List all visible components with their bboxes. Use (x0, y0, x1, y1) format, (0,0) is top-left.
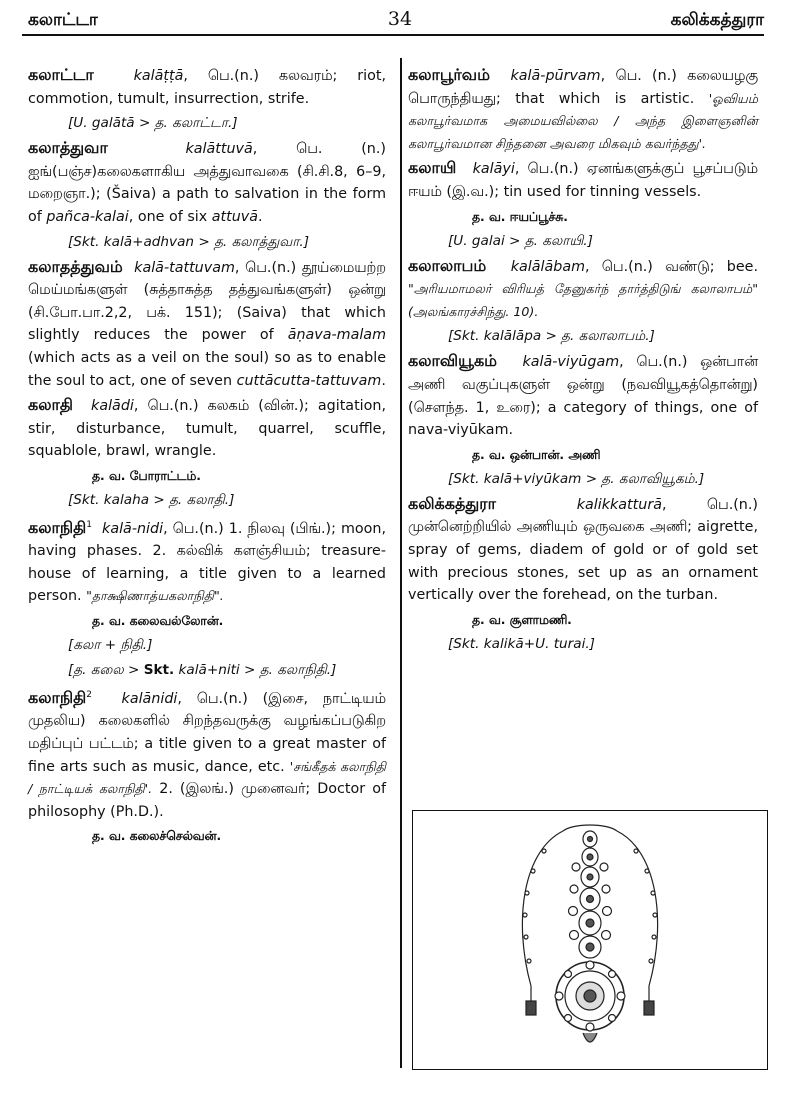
transliteration: kalānidi (121, 690, 178, 707)
header-rule (22, 34, 764, 36)
etymology-part: [த. கலை > (68, 662, 144, 679)
transliteration: kalā-viyūgam (522, 354, 620, 371)
headword: கலாநிதி (28, 687, 87, 707)
transliteration: kalikkatturā (576, 496, 662, 513)
definition: , one of six (128, 208, 212, 225)
definition: , பெ.(n.) தூய்மையற்ற மெய்மங்களுள் (சுத்தாசுத்த தத்துவங்களுள்) ஒன்று (சி.போ.பா.2,2, பக். 151); (Saiva) that which slightly reduces the power of (28, 259, 386, 344)
transliteration: kalāttuvā (185, 141, 253, 158)
tamil-equivalent: த. வ. கலைச்செல்வன். (92, 829, 222, 844)
tamil-equivalent: த. வ. கலைவல்லோன். (92, 614, 224, 629)
definition: , பெ.(n.) ஏனங்களுக்குப் பூசப்படும் ஈயம் (இ.வ.); tin used for tinning vessels. (408, 161, 759, 200)
quotation: "அரியமாமலர் விரியத் தேனுகர்ந் தார்த்திடுங் கலாலாபம்" (அலங்காரச்சிந்து. 10). (408, 281, 758, 319)
quotation: "தாக்ஷிணாத்யகலாநிதி". (86, 588, 224, 604)
transliteration: kalā-tattuvam (134, 259, 235, 276)
entry-kalaviyugam (408, 350, 758, 441)
transliteration: kalā-pūrvam (510, 68, 601, 84)
entry-kalatattuvam (28, 256, 386, 393)
transliteration: kalādi (91, 398, 134, 415)
aigrette-ornament-icon (413, 811, 767, 1069)
entry-kalattuva (28, 137, 386, 228)
left-column (28, 64, 386, 849)
italic-term: attuvā (211, 208, 259, 225)
definition: , பெ.(n.) கலவரம்; riot, commotion, tumult, insurrection, strife. (28, 68, 387, 107)
entry-kalayi (408, 157, 758, 203)
etymology-part: kalā+niti > த. கலாநிதி.] (174, 662, 337, 679)
etymology-part: Skt. (143, 662, 175, 679)
left-guide-word: கலாட்டா (28, 10, 98, 30)
headword: கலிக்கத்துரா (408, 493, 496, 513)
headword: கலாபூர்வம் (408, 65, 490, 84)
etymology: [கலா + நிதி.] (68, 637, 153, 654)
transliteration: kalāṭṭā (133, 68, 184, 84)
right-column (408, 64, 758, 658)
headword: கலாதி (28, 395, 73, 415)
headword: கலாவியூகம் (408, 351, 498, 371)
quotation: 'ஓவியம் கலாபூர்வமாக அமையவில்லை / அந்த இளைஞனின் கலாபூர்வமான சிந்தனை அவரை மிகவும் கவர்ந்தது'. (408, 90, 758, 151)
transliteration: kalālābam (510, 258, 586, 275)
entry-kalanidi-2 (28, 684, 386, 823)
entry-kaladi (28, 394, 386, 463)
etymology: [U. galai > த. கலாயி.] (448, 232, 593, 249)
column-divider (400, 58, 402, 1068)
tamil-equivalent: த. வ. போராட்டம். (92, 468, 201, 483)
etymology: [Skt. kalikā+U. turai.] (448, 635, 595, 652)
etymology: [Skt. kalā+viyūkam > த. கலாவியூகம்.] (448, 470, 705, 487)
etymology (28, 659, 386, 681)
italic-term: pañca-kalai (46, 208, 129, 225)
definition: , பெ. (n.) கலையழகு பொருந்தியது; that which is artistic. (408, 68, 758, 107)
homonym-number: 2 (86, 690, 92, 701)
illustration-box (412, 810, 768, 1070)
headword: கலாதத்துவம் (28, 256, 123, 276)
italic-term: āṇava-malam (287, 327, 386, 344)
definition: , பெ.(n.) (இசை, நாட்டியம் முதலிய) கலைகளில் சிறந்தவருக்கு வழங்கப்படுகிற மதிப்புப் பட்டம்; a title given to a great master of fine arts such as music, dance, etc. (28, 690, 387, 775)
etymology: [Skt. kalālāpa > த. கலாலாபம்.] (448, 328, 655, 345)
definition: , பெ. (n.) ஐங்(பஞ்ச)கலைகளாகிய அத்துவாவகை (சி.சி.8, 6–9, மறைஞா.); (Šaiva) a path to salvation in the form of (28, 141, 386, 225)
definition: , பெ.(n.) முன்னெற்றியில் அணியும் ஒருவகை அணி; aigrette, spray of gems, diadem of gold or of gold set with precious stones, set up as an ornament vertically over the forehead, on the turban. (408, 496, 758, 604)
tamil-equivalent: த. வ. ஒன்பான். அணி (472, 447, 601, 462)
headword: கலாநிதி (28, 517, 87, 537)
entry-kalalabam (408, 255, 758, 324)
transliteration: kalāyi (472, 161, 515, 178)
definition: , பெ.(n.) 1. நிலவு (பிங்.); moon, having phases. 2. கல்விக் களஞ்சியம்; treasure-house of learning, a title given to a learned person. (28, 520, 386, 605)
quotation: 'சங்கீதக் கலாநிதி / நாட்டியக் கலாநிதி'. (28, 758, 386, 797)
entry-kalatta (28, 64, 386, 110)
homonym-number: 1 (86, 519, 92, 530)
etymology: [Skt. kalaha > த. கலாதி.] (68, 491, 235, 508)
definition: 2. (இலங்.) முனைவர்; Doctor of philosophy (Ph.D.). (28, 781, 386, 820)
tamil-equivalent: த. வ. சூளாமணி. (472, 612, 572, 627)
etymology: [Skt. kalā+adhvan > த. கலாத்துவா.] (68, 233, 310, 250)
entry-kalanidi-1 (28, 514, 386, 608)
right-guide-word: கலிக்கத்துரா (670, 10, 764, 30)
definition: , பெ.(n.) வண்டு; bee. (585, 258, 758, 275)
definition: , பெ.(n.) கலகம் (வின்.); agitation, stir, disturbance, tumult, quarrel, scuffle, squablole, brawl, wrangle. (28, 398, 387, 460)
tamil-equivalent: த. வ. ஈயப்பூச்சு. (472, 209, 568, 224)
entry-kalikkattura (408, 493, 758, 607)
definition: . (258, 208, 263, 225)
headword: கலாட்டா (28, 65, 94, 84)
headword: கலாத்துவா (28, 138, 108, 158)
entry-kalapurvam (408, 64, 758, 155)
page-number: 34 (387, 8, 413, 30)
etymology: [U. galātā > த. கலாட்டா.] (68, 115, 238, 132)
headword: கலாயி (408, 158, 457, 178)
italic-term: cuttācutta-tattuvam (236, 372, 382, 389)
definition: . (381, 372, 386, 389)
headword: கலாலாபம் (408, 255, 487, 275)
definition: , பெ.(n.) ஒன்பான் அணி வகுப்புகளுள் ஒன்று (நவவியூகத்தொன்று) (சௌந்த. 1, உரை); a category of things, one of nava-viyūkam. (408, 354, 758, 439)
transliteration: kalā-nidi (102, 520, 164, 537)
definition: (which acts as a veil on the soul) so as to enable the soul to act, one of seven (28, 349, 386, 389)
